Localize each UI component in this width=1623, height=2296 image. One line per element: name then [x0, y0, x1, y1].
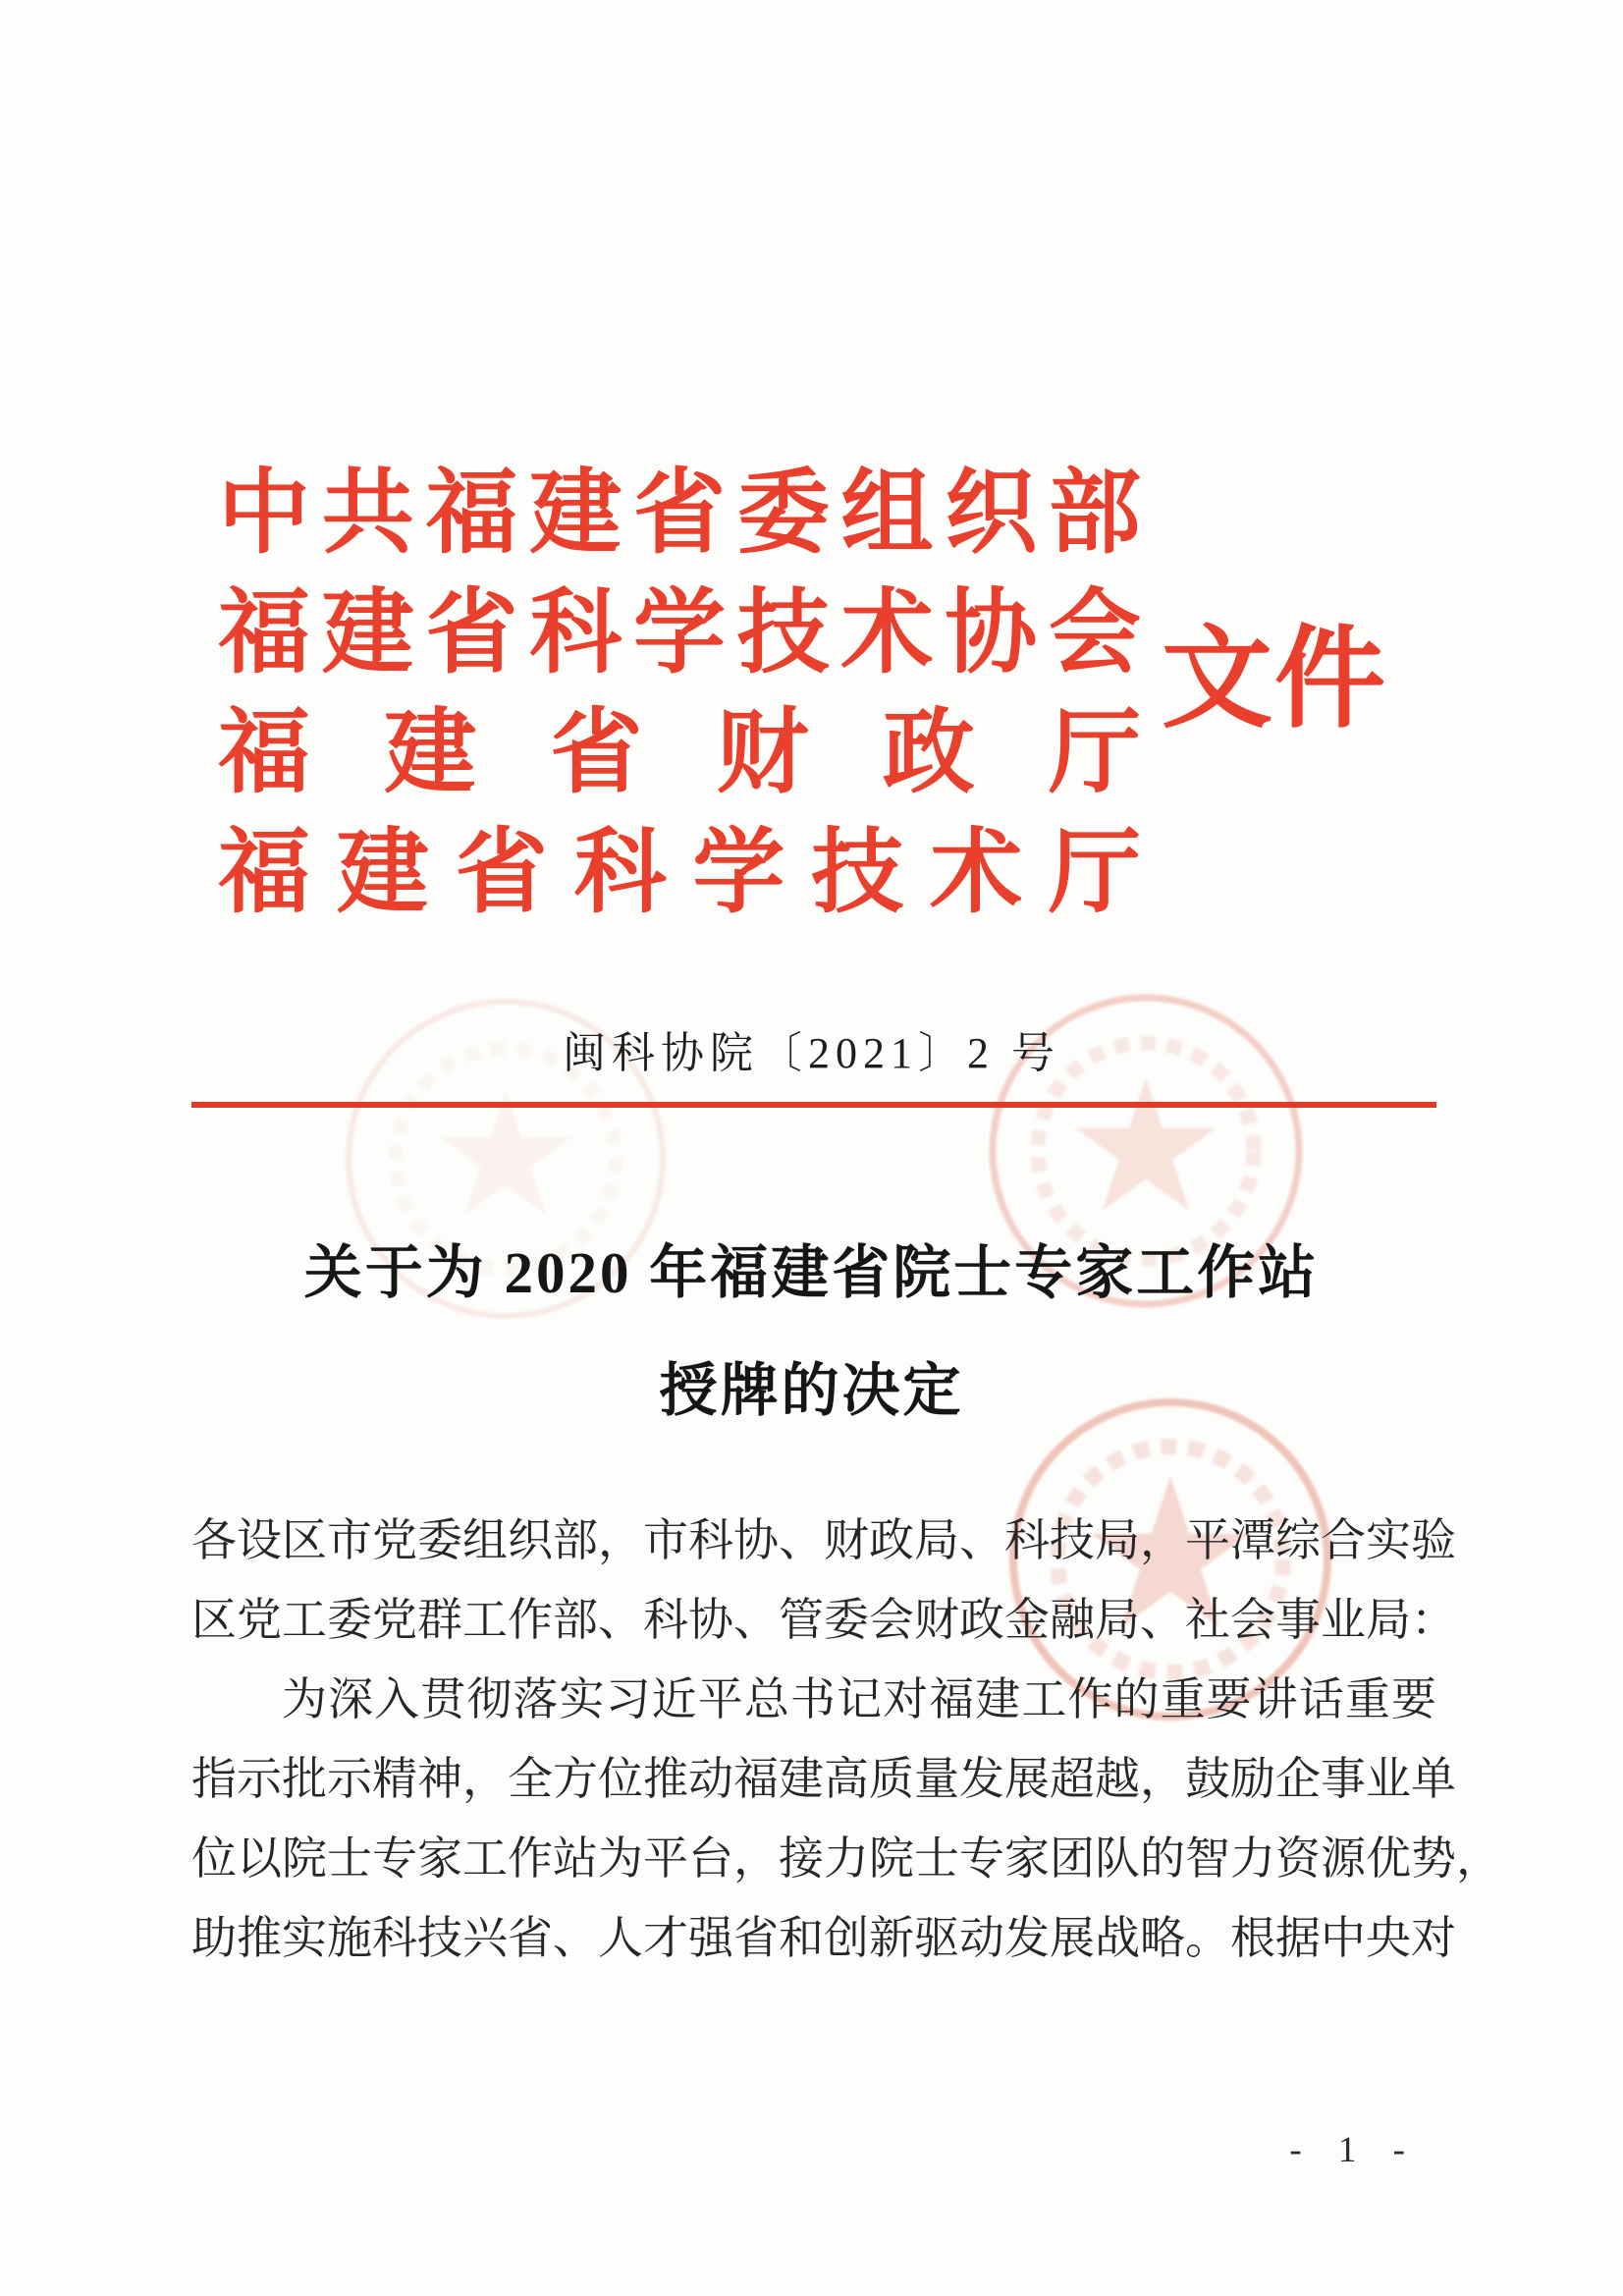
body-line-6: 助推实施科技兴省、人才强省和创新驱动发展战略。根据中央对	[191, 1913, 1456, 1963]
red-separator-line	[191, 1102, 1436, 1108]
body-line-1: 各设区市党委组织部，市科协、财政局、科技局，平潭综合实验	[191, 1515, 1456, 1565]
page-number: - 1 -	[1289, 2130, 1419, 2170]
body-line-2: 区党工委党群工作部、科协、管委会财政金融局、社会事业局：	[191, 1595, 1456, 1645]
org-line-2: 福建省科学技术协会	[218, 582, 1141, 684]
document-title-line-2: 授牌的决定	[659, 1358, 964, 1423]
document-body	[191, 1501, 1501, 1978]
org-line-3: 福建省财政厅	[218, 702, 1141, 804]
body-line-3: 为深入贯彻落实习近平总书记对福建工作的重要讲话重要	[282, 1674, 1436, 1724]
document-title-line-1: 关于为 2020 年福建省院士专家工作站	[303, 1240, 1320, 1305]
body-line-4: 指示批示精神，全方位推动福建高质量发展超越，鼓励企事业单	[191, 1754, 1456, 1804]
letterhead-org-block	[218, 454, 1141, 933]
doc-type-label: 文件	[1162, 619, 1387, 741]
org-line-4: 福建省科学技术厅	[218, 822, 1141, 924]
org-line-1: 中共福建省委组织部	[218, 463, 1141, 565]
doc-number: 闽科协院〔2021〕2 号	[563, 1029, 1060, 1077]
body-line-5: 位以院士专家工作站为平台，接力院士专家团队的智力资源优势，	[191, 1833, 1501, 1884]
